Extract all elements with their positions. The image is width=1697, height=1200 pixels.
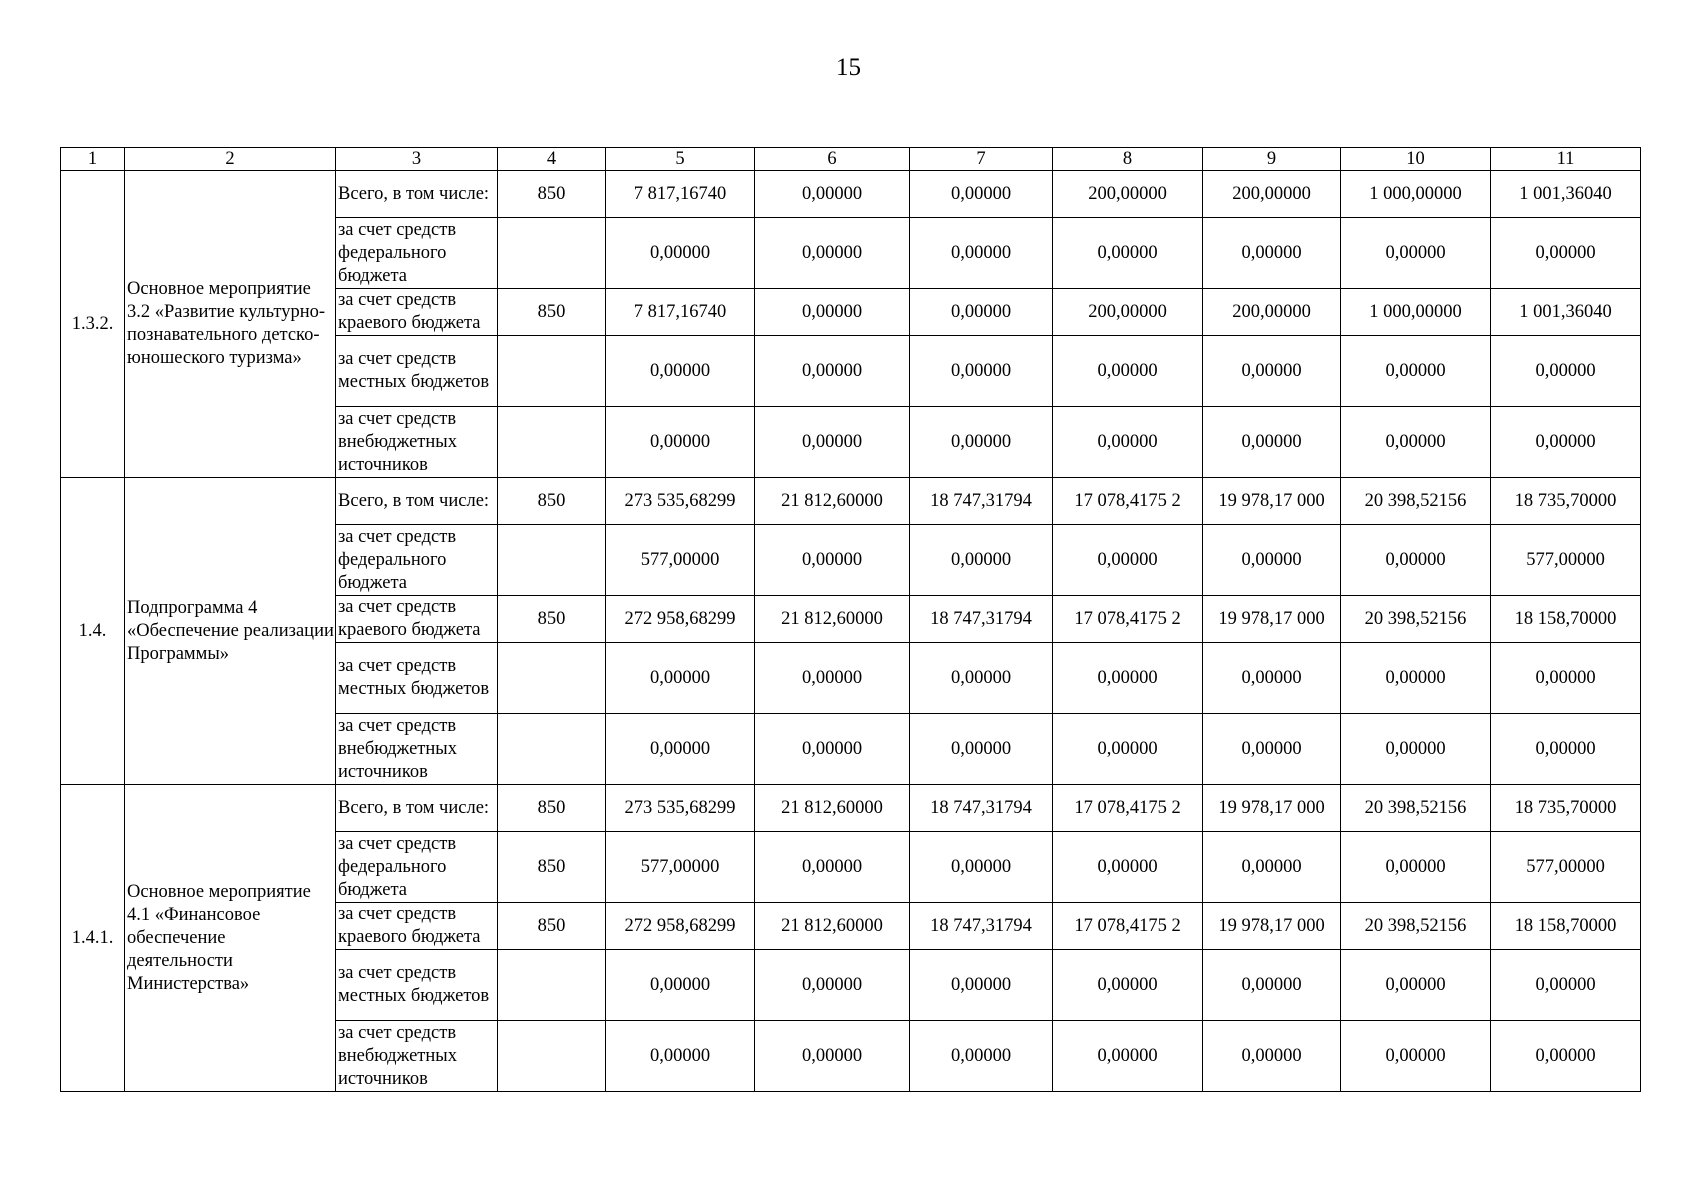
amount-cell: 0,00000 [1203, 336, 1341, 407]
amount-cell: 0,00000 [606, 407, 755, 478]
column-number: 7 [910, 148, 1053, 171]
amount-cell: 17 078,4175 2 [1053, 785, 1203, 832]
amount-cell: 0,00000 [606, 643, 755, 714]
amount-cell: 0,00000 [1053, 1021, 1203, 1092]
amount-cell: 577,00000 [1491, 525, 1641, 596]
amount-cell: 1 000,00000 [1341, 171, 1491, 218]
amount-cell: 18 158,70000 [1491, 596, 1641, 643]
amount-cell: 18 747,31794 [910, 785, 1053, 832]
amount-cell: 0,00000 [910, 714, 1053, 785]
amount-cell: 0,00000 [606, 336, 755, 407]
amount-cell: 18 735,70000 [1491, 478, 1641, 525]
item-code: 1.4.1. [61, 785, 125, 1092]
funding-source: за счет средств местных бюджетов [336, 643, 498, 714]
amount-cell: 21 812,60000 [755, 596, 910, 643]
funding-source: за счет средств краевого бюджета [336, 903, 498, 950]
funding-source: за счет средств внебюджетных источников [336, 407, 498, 478]
amount-cell: 273 535,68299 [606, 785, 755, 832]
amount-cell: 0,00000 [1203, 1021, 1341, 1092]
funding-source: за счет средств федерального бюджета [336, 525, 498, 596]
amount-cell: 0,00000 [606, 714, 755, 785]
amount-cell: 18 747,31794 [910, 478, 1053, 525]
column-number: 8 [1053, 148, 1203, 171]
admin-code: 850 [498, 478, 606, 525]
amount-cell: 0,00000 [1341, 832, 1491, 903]
amount-cell: 0,00000 [1203, 407, 1341, 478]
column-number: 3 [336, 148, 498, 171]
page-number: 15 [836, 54, 861, 81]
amount-cell: 17 078,4175 2 [1053, 478, 1203, 525]
amount-cell: 0,00000 [1341, 1021, 1491, 1092]
amount-cell: 7 817,16740 [606, 171, 755, 218]
amount-cell: 0,00000 [1053, 407, 1203, 478]
amount-cell: 0,00000 [1341, 218, 1491, 289]
amount-cell: 19 978,17 000 [1203, 478, 1341, 525]
amount-cell: 18 747,31794 [910, 596, 1053, 643]
amount-cell: 0,00000 [1341, 525, 1491, 596]
amount-cell: 0,00000 [755, 643, 910, 714]
amount-cell: 0,00000 [755, 289, 910, 336]
amount-cell: 0,00000 [1203, 714, 1341, 785]
amount-cell: 0,00000 [910, 832, 1053, 903]
amount-cell: 0,00000 [910, 950, 1053, 1021]
admin-code: 850 [498, 832, 606, 903]
amount-cell: 0,00000 [1341, 714, 1491, 785]
amount-cell: 0,00000 [755, 407, 910, 478]
admin-code [498, 218, 606, 289]
amount-cell: 0,00000 [1053, 218, 1203, 289]
amount-cell: 0,00000 [1341, 336, 1491, 407]
amount-cell: 577,00000 [1491, 832, 1641, 903]
admin-code [498, 950, 606, 1021]
funding-source: за счет средств внебюджетных источников [336, 1021, 498, 1092]
amount-cell: 0,00000 [606, 1021, 755, 1092]
amount-cell: 20 398,52156 [1341, 478, 1491, 525]
amount-cell: 7 817,16740 [606, 289, 755, 336]
funding-source: за счет средств федерального бюджета [336, 832, 498, 903]
amount-cell: 19 978,17 000 [1203, 785, 1341, 832]
admin-code [498, 1021, 606, 1092]
funding-source: за счет средств краевого бюджета [336, 289, 498, 336]
item-name: Подпрограмма 4 «Обеспечение реализации Программы» [125, 478, 336, 785]
funding-source: за счет средств местных бюджетов [336, 950, 498, 1021]
amount-cell: 0,00000 [1491, 643, 1641, 714]
amount-cell: 0,00000 [1491, 1021, 1641, 1092]
amount-cell: 0,00000 [755, 832, 910, 903]
amount-cell: 0,00000 [1053, 950, 1203, 1021]
amount-cell: 0,00000 [1053, 714, 1203, 785]
amount-cell: 0,00000 [755, 950, 910, 1021]
amount-cell: 0,00000 [1203, 832, 1341, 903]
table-body [61, 148, 1641, 1092]
admin-code: 850 [498, 596, 606, 643]
column-number: 2 [125, 148, 336, 171]
amount-cell: 20 398,52156 [1341, 785, 1491, 832]
amount-cell: 0,00000 [1491, 407, 1641, 478]
item-name: Основное мероприятие 4.1 «Финансовое обеспечение деятельности Министерства» [125, 785, 336, 1092]
funding-source: Всего, в том числе: [336, 785, 498, 832]
table-row [61, 785, 1641, 832]
column-number: 5 [606, 148, 755, 171]
amount-cell: 0,00000 [910, 643, 1053, 714]
budget-table [60, 147, 1641, 1092]
amount-cell: 200,00000 [1203, 171, 1341, 218]
amount-cell: 272 958,68299 [606, 596, 755, 643]
amount-cell: 0,00000 [755, 1021, 910, 1092]
amount-cell: 20 398,52156 [1341, 903, 1491, 950]
amount-cell: 1 000,00000 [1341, 289, 1491, 336]
item-code: 1.3.2. [61, 171, 125, 478]
amount-cell: 0,00000 [755, 336, 910, 407]
amount-cell: 19 978,17 000 [1203, 903, 1341, 950]
admin-code: 850 [498, 903, 606, 950]
amount-cell: 0,00000 [755, 171, 910, 218]
amount-cell: 0,00000 [910, 171, 1053, 218]
amount-cell: 200,00000 [1053, 171, 1203, 218]
table-row [61, 478, 1641, 525]
amount-cell: 0,00000 [755, 525, 910, 596]
admin-code: 850 [498, 289, 606, 336]
amount-cell: 0,00000 [910, 1021, 1053, 1092]
column-number: 1 [61, 148, 125, 171]
admin-code [498, 643, 606, 714]
amount-cell: 19 978,17 000 [1203, 596, 1341, 643]
column-number: 10 [1341, 148, 1491, 171]
amount-cell: 0,00000 [1491, 218, 1641, 289]
amount-cell: 0,00000 [606, 218, 755, 289]
amount-cell: 0,00000 [1491, 950, 1641, 1021]
admin-code [498, 336, 606, 407]
amount-cell: 1 001,36040 [1491, 171, 1641, 218]
table-row [61, 171, 1641, 218]
amount-cell: 0,00000 [1341, 643, 1491, 714]
amount-cell: 0,00000 [1341, 950, 1491, 1021]
amount-cell: 0,00000 [755, 218, 910, 289]
amount-cell: 577,00000 [606, 525, 755, 596]
amount-cell: 200,00000 [1053, 289, 1203, 336]
column-number: 4 [498, 148, 606, 171]
amount-cell: 21 812,60000 [755, 785, 910, 832]
amount-cell: 0,00000 [1203, 950, 1341, 1021]
amount-cell: 0,00000 [910, 218, 1053, 289]
item-code: 1.4. [61, 478, 125, 785]
amount-cell: 18 735,70000 [1491, 785, 1641, 832]
amount-cell: 17 078,4175 2 [1053, 903, 1203, 950]
amount-cell: 0,00000 [1203, 218, 1341, 289]
funding-source: за счет средств федерального бюджета [336, 218, 498, 289]
amount-cell: 0,00000 [1491, 714, 1641, 785]
column-number: 6 [755, 148, 910, 171]
item-name: Основное мероприятие 3.2 «Развитие культурно-познавательного детско-юношеского туризма» [125, 171, 336, 478]
amount-cell: 0,00000 [1053, 832, 1203, 903]
amount-cell: 0,00000 [910, 525, 1053, 596]
amount-cell: 200,00000 [1203, 289, 1341, 336]
amount-cell: 1 001,36040 [1491, 289, 1641, 336]
amount-cell: 0,00000 [755, 714, 910, 785]
amount-cell: 273 535,68299 [606, 478, 755, 525]
admin-code [498, 407, 606, 478]
admin-code: 850 [498, 785, 606, 832]
funding-source: Всего, в том числе: [336, 478, 498, 525]
amount-cell: 0,00000 [1203, 643, 1341, 714]
amount-cell: 20 398,52156 [1341, 596, 1491, 643]
amount-cell: 21 812,60000 [755, 478, 910, 525]
amount-cell: 0,00000 [1203, 525, 1341, 596]
amount-cell: 0,00000 [1053, 525, 1203, 596]
amount-cell: 0,00000 [910, 407, 1053, 478]
amount-cell: 0,00000 [1053, 643, 1203, 714]
column-number: 11 [1491, 148, 1641, 171]
funding-source: за счет средств местных бюджетов [336, 336, 498, 407]
funding-source: за счет средств краевого бюджета [336, 596, 498, 643]
column-number-row [61, 148, 1641, 171]
amount-cell: 17 078,4175 2 [1053, 596, 1203, 643]
amount-cell: 577,00000 [606, 832, 755, 903]
amount-cell: 18 747,31794 [910, 903, 1053, 950]
admin-code [498, 714, 606, 785]
column-number: 9 [1203, 148, 1341, 171]
admin-code: 850 [498, 171, 606, 218]
amount-cell: 0,00000 [1491, 336, 1641, 407]
funding-source: за счет средств внебюджетных источников [336, 714, 498, 785]
amount-cell: 0,00000 [910, 289, 1053, 336]
amount-cell: 0,00000 [1341, 407, 1491, 478]
amount-cell: 0,00000 [1053, 336, 1203, 407]
amount-cell: 0,00000 [606, 950, 755, 1021]
amount-cell: 18 158,70000 [1491, 903, 1641, 950]
admin-code [498, 525, 606, 596]
funding-source: Всего, в том числе: [336, 171, 498, 218]
amount-cell: 0,00000 [910, 336, 1053, 407]
amount-cell: 272 958,68299 [606, 903, 755, 950]
amount-cell: 21 812,60000 [755, 903, 910, 950]
